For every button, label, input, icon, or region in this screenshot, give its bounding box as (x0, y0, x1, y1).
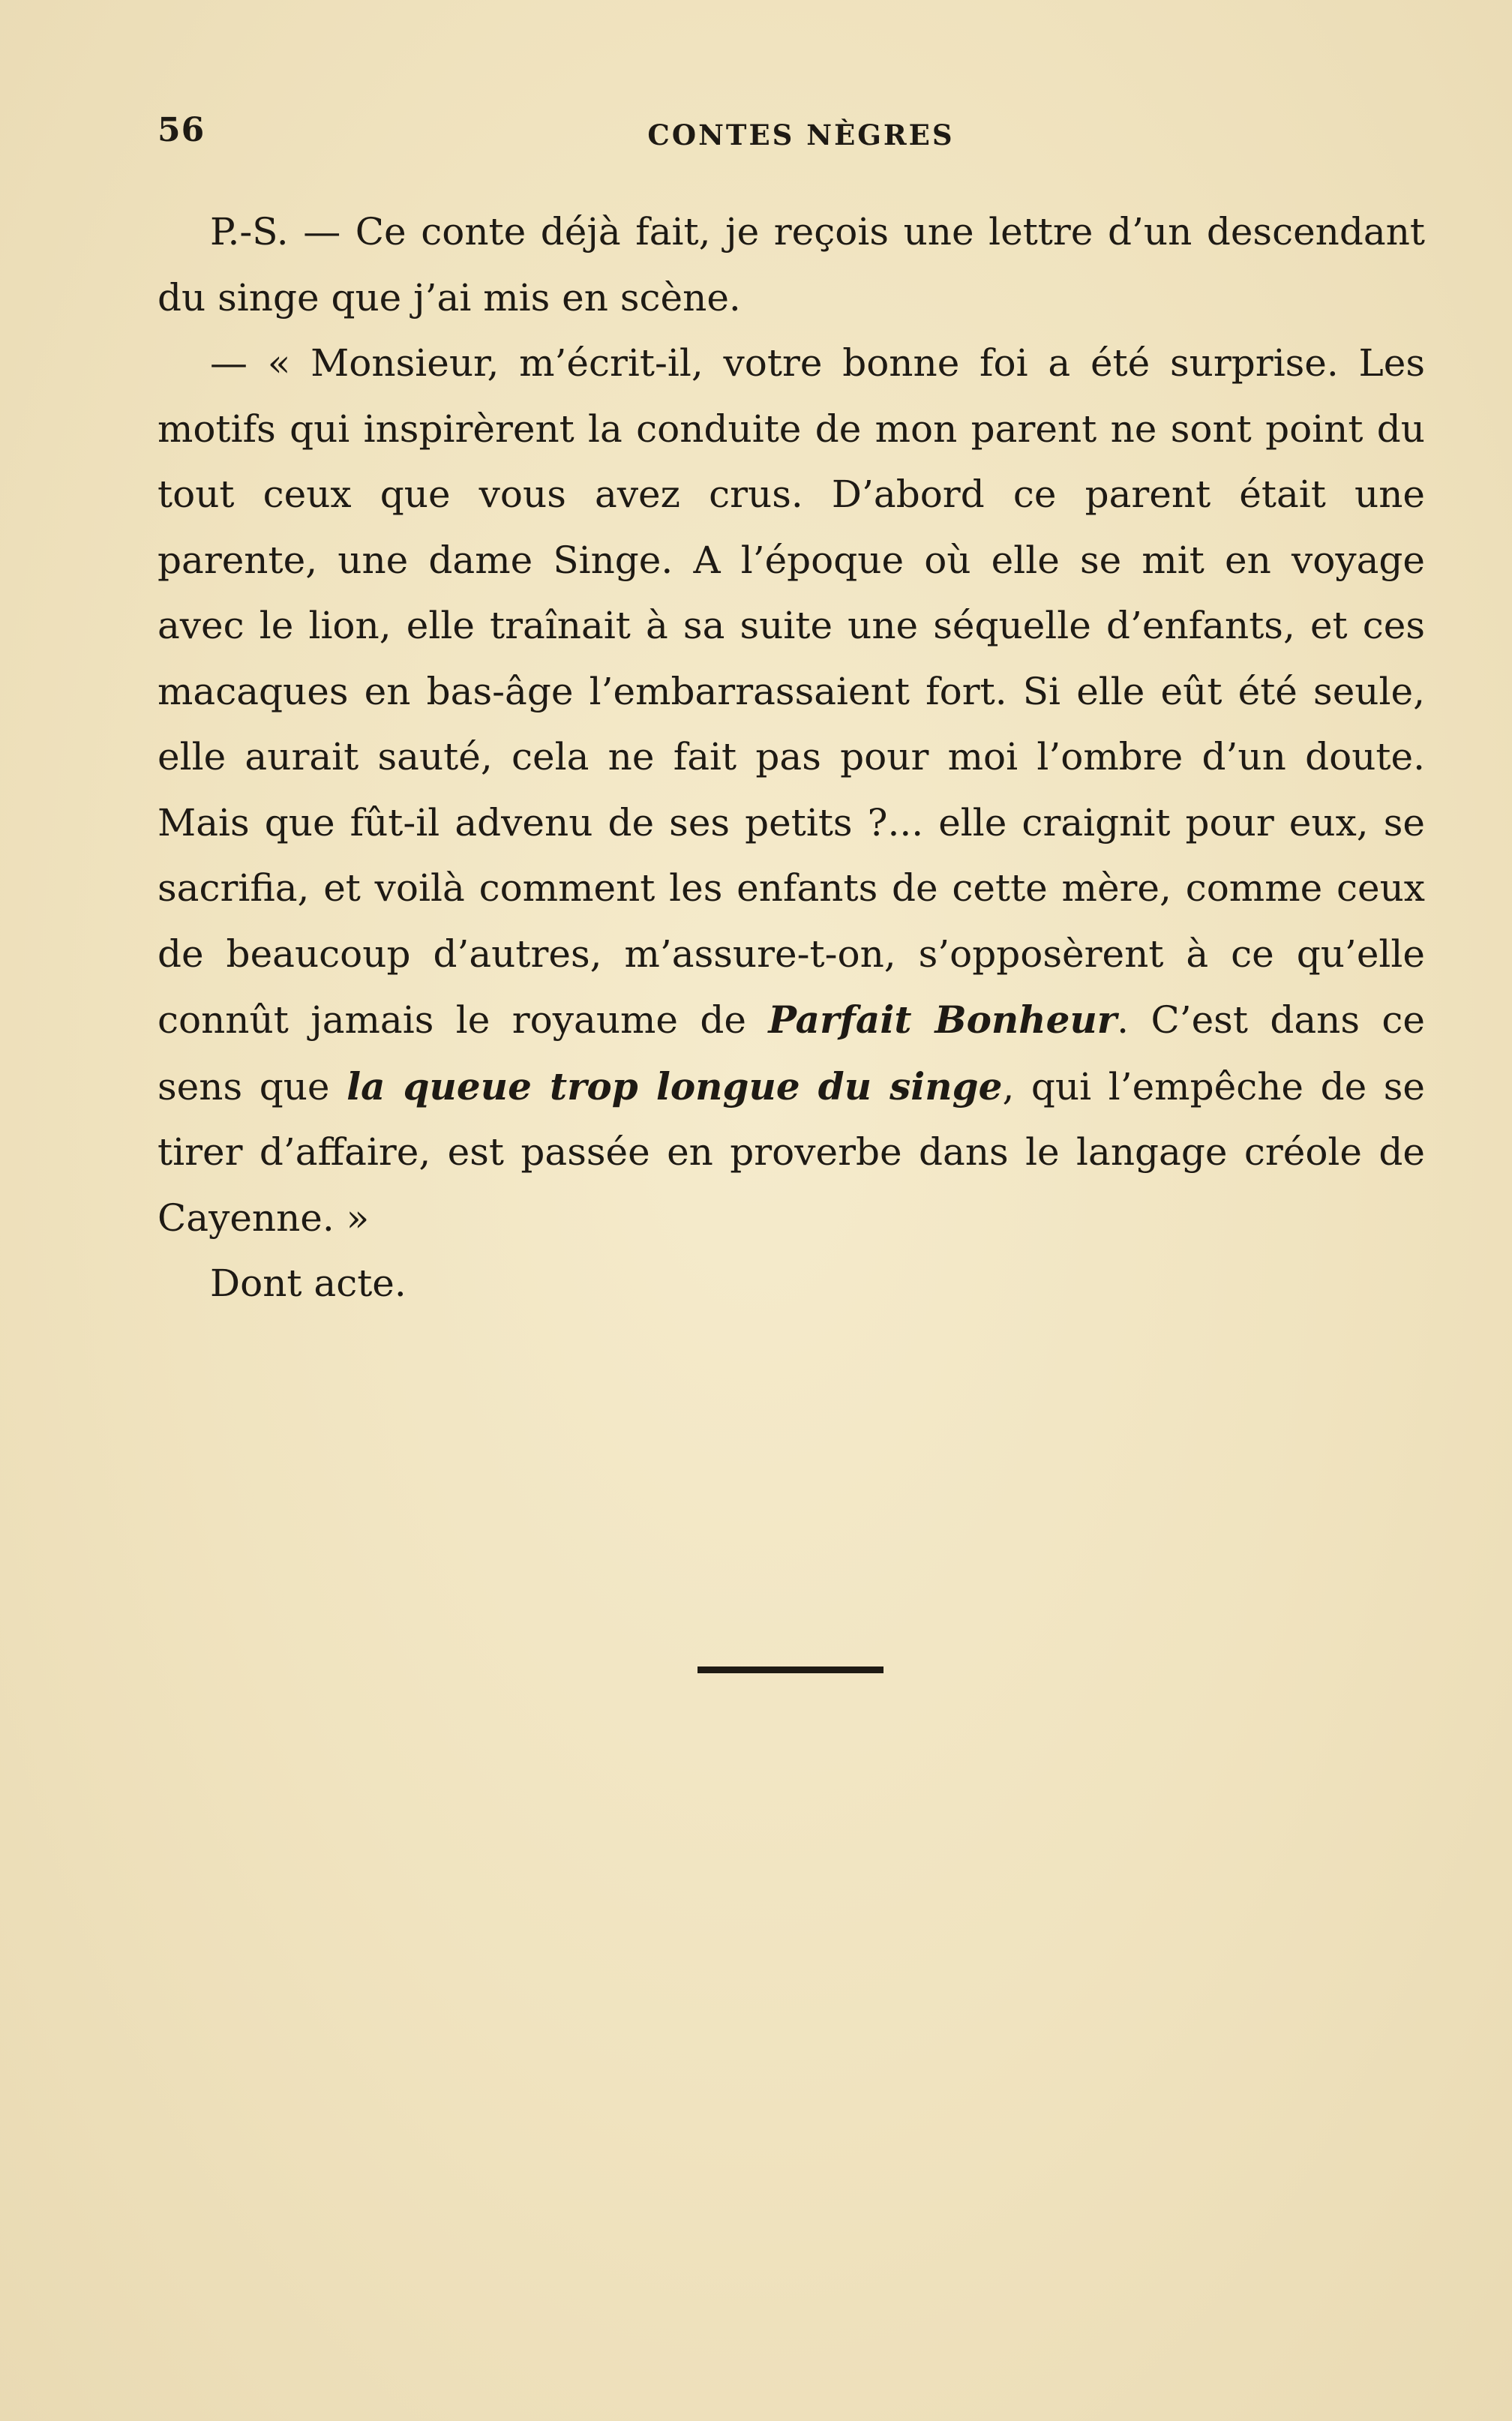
letter-text-end: , qui l’empêche de se tirer d’affaire, est passée en proverbe dans le langage créole de Cayenne. » (158, 1064, 1426, 1240)
letter-text-start: — « Monsieur, m’écrit-il, votre bonne foi a été surprise. Les motifs qui inspirèrent la conduite de mon parent ne sont point du tout ceux que vous avez crus. D’abord ce parent était une parente, une dame Singe. A l’époque où elle se mit en voyage avec le lion, elle traînait à sa suite une séquelle d’enfants, et ces macaques en bas-âge l’embarrassaient fort. Si elle eût été seule, elle aurait sauté, cela ne fait pas pour moi l’ombre d’un doute. Mais que fût-il advenu de ses petits ?... elle craignit pour eux, se sacrifia, et voilà comment les enfants de cette mère, comme ceux de beaucoup d’autres, m’assure-t-on, s’opposèrent à ce qu’elle connût jamais le royaume de (158, 341, 1425, 1042)
paragraph-closing: Dont acte. (210, 1262, 406, 1305)
body-text (158, 200, 1425, 1317)
paragraph-letter (158, 331, 1425, 1251)
paragraph-postscript: P.-S. — Ce conte déjà fait, je reçois une lettre d’un descendant du singe que j’ai mis en scène. (158, 210, 1425, 320)
italic-phrase-parfait-bonheur: Parfait Bonheur (768, 998, 1118, 1042)
end-rule-divider (698, 1666, 884, 1673)
italic-phrase-queue: la queue trop longue du singe (346, 1064, 1003, 1108)
letter-text-middle: . C’est dans ce sens que (158, 998, 1425, 1108)
page-number: 56 (158, 111, 206, 149)
running-title: CONTES NÈGRES (647, 118, 955, 152)
